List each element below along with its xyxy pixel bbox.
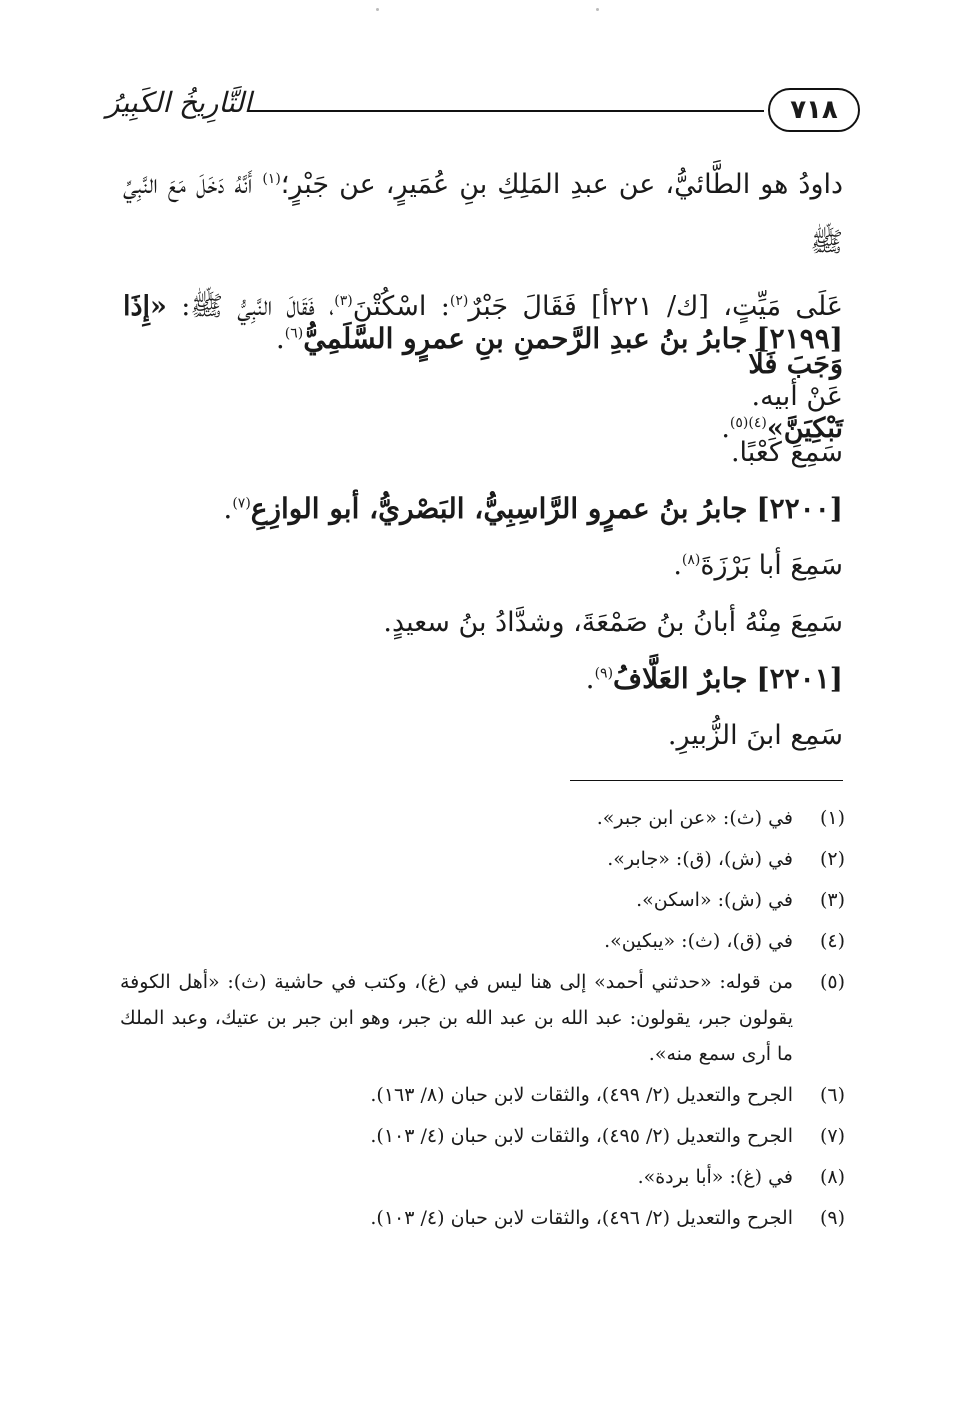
intro-text: أَنَّهُ دَخَلَ مَعَ النَّبِيِّ ﷺ: [123, 169, 843, 258]
header-rule: [248, 110, 764, 112]
entry-end: .: [585, 662, 595, 695]
footnotes: [120, 800, 845, 1241]
footnote: [120, 964, 845, 1072]
hadith-quote: تَبْكِيَنَّ»: [766, 413, 843, 444]
footnote-ref: (١): [262, 171, 281, 187]
text-line: سَمِع ابنَ الزُّبيرِ.: [667, 720, 843, 751]
scan-speck: [596, 8, 599, 11]
footnote-number: (١): [819, 807, 845, 829]
text-line: سَمِعَ مِنْهُ أبانُ بنُ صَمْعَةَ، وشدَّادُ بنُ سعيدٍ.: [383, 607, 843, 638]
footnote-ref: (٩): [594, 665, 614, 682]
footnote-number: (٧): [819, 1125, 845, 1147]
footnote-number: (٩): [819, 1207, 845, 1229]
text: سَمِعَ أبا بَرْزَةَ: [700, 550, 843, 581]
footnote-text: في (ق)، (ث): «يبكين».: [604, 930, 793, 952]
footnote-ref: (٢): [449, 293, 469, 309]
footnote: [120, 1200, 845, 1236]
page-header: [100, 82, 860, 142]
footnote: [120, 841, 845, 877]
footnote-text: في (ث): «عن ابن جبر».: [596, 807, 793, 829]
intro-text: .: [721, 413, 730, 444]
footnote-ref: (٧): [232, 495, 251, 512]
footnote-number: (٢): [819, 848, 845, 870]
footnote-ref: (٣): [334, 293, 353, 309]
entry-name: جابرُ بنُ عبدِ الرَّحمنِ بنِ عمرٍو السَّلَمِيُّ: [303, 322, 748, 355]
entry-heading: [586, 662, 843, 695]
footnote-text: من قوله: «حدثني أحمد» إلى هنا ليس في (غ)، وكتب في حاشية (ث): «أهل الكوفة يقولون جبر، يقولون: عبد الله بن عبد الله بن جبر، وهو ابن جبر بن عتيك، وعبد الملك ما أرى سمع منه».: [120, 971, 793, 1065]
text-line: سَمِعَ كَعْبًا.: [730, 437, 843, 468]
footnote-ref: (٦): [284, 325, 304, 342]
entry-name: جابرُ بنُ عمرٍو الرَّاسِبِيُّ، البَصْريُّ، أبو الوازِعِ: [250, 492, 748, 525]
footnote-text: الجرح والتعديل (٢/ ٤٩٥)، والثقات لابن حبان (٤/ ١٠٣).: [370, 1125, 793, 1147]
intro-paragraph: [123, 150, 843, 458]
footnote: [120, 1159, 845, 1195]
entry-heading: [223, 492, 843, 525]
text-line: عَنْ أبيه.: [751, 381, 843, 412]
footnote: [120, 1077, 845, 1113]
footnote-number: (٨): [819, 1166, 845, 1188]
intro-line-1: [123, 150, 843, 272]
entry-name: جابرٌ العَلَّافُ: [613, 662, 748, 695]
footnote-text: في (ش)، (ق): «جابر».: [607, 848, 793, 870]
scan-speck: [376, 8, 379, 11]
intro-text: داودُ هو الطَّائيُّ، عن عبدِ المَلِكِ بنِ عُمَيرٍ، عن جَبْرٍ؛: [280, 169, 844, 200]
footnote-text: في (غ): «أبا بردة».: [637, 1166, 793, 1188]
entry-end: .: [275, 322, 285, 355]
footnote: [120, 800, 845, 836]
footnote-text: الجرح والتعديل (٢/ ٤٩٦)، والثقات لابن حبان (٤/ ١٠٣).: [370, 1207, 793, 1229]
entry-heading: [276, 322, 843, 355]
entry-number: [٢٢٠٠]: [756, 492, 843, 525]
footnote-text: الجرح والتعديل (٢/ ٤٩٩)، والثقات لابن حبان (٨/ ١٦٣).: [370, 1084, 793, 1106]
book-title: التَّارِيخُ الكَبِيرُ: [106, 86, 252, 119]
footnote-number: (٦): [819, 1084, 845, 1106]
footnote-text: في (ش): «اسكن».: [636, 889, 793, 911]
page-number-badge: ٧١٨: [768, 88, 860, 132]
footnote-ref: (٨): [681, 552, 701, 568]
intro-text: : اسْكُتْنَ: [352, 291, 450, 322]
footnote-number: (٣): [819, 889, 845, 911]
hadith-quote: «إِذَا وَجَبَ فَلَا: [123, 291, 843, 380]
footnote: [120, 923, 845, 959]
footnote-ref: (٤)(٥): [729, 415, 767, 431]
footnote: [120, 882, 845, 918]
footnote-separator: [570, 780, 843, 781]
entry-end: .: [223, 492, 233, 525]
intro-text: عَلَى مَيِّتٍ، [ك/ ٢٢١أ] فَقَالَ جَبْرٌ: [468, 291, 843, 322]
entry-number: [٢١٩٩]: [756, 322, 843, 355]
intro-text: ، فَقَالَ النَّبِيُّ ﷺ:: [166, 291, 335, 322]
text: .: [673, 550, 682, 581]
footnote: [120, 1118, 845, 1154]
text-line: [673, 550, 843, 581]
entry-number: [٢٢٠١]: [756, 662, 843, 695]
footnote-number: (٤): [819, 930, 845, 952]
footnote-number: (٥): [819, 971, 845, 993]
